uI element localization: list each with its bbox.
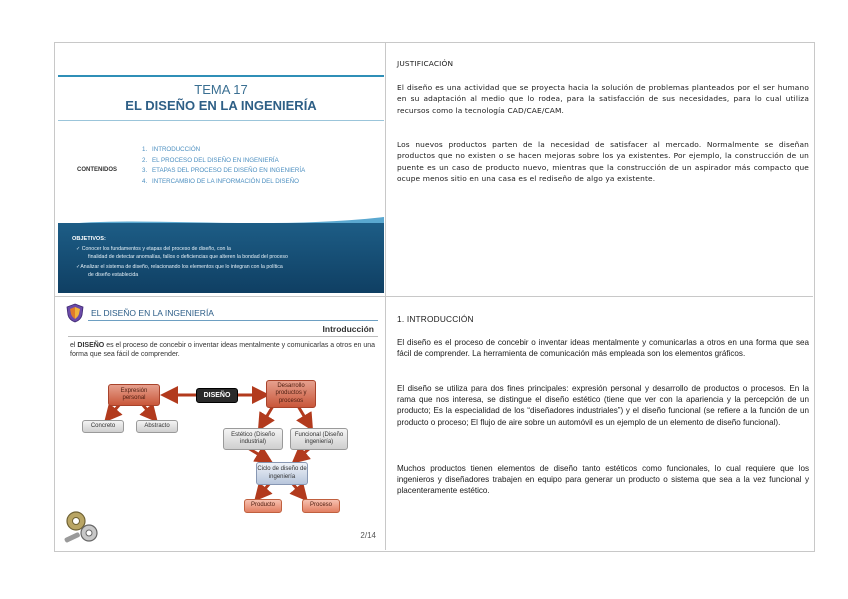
slide-tema: TEMA 17 — [194, 82, 248, 97]
slide-thumbnail-1 — [58, 48, 384, 293]
diagram-desarrollo: Desarrollo productos y procesos — [266, 380, 316, 408]
slide-page-number: 2/14 — [360, 531, 376, 540]
diagram-concreto: Concreto — [82, 420, 124, 433]
paragraph-introduccion-1: El diseño es el proceso de concebir o inventar ideas mentalmente y comunicarlas a otros en una forma que sea fácil de comprender. La herramienta de comunicación más empleada son los elementos gráficos. — [397, 338, 809, 359]
objectives-title: OBJETIVOS: — [72, 236, 106, 242]
contents-item: 2. EL PROCESO DEL DISEÑO EN INGENIERÍA — [142, 156, 279, 164]
contents-item: 4. INTERCAMBIO DE LA INFORMACIÓN DEL DISEÑO — [142, 177, 299, 185]
heading-introduccion: 1. INTRODUCCIÓN — [397, 314, 474, 324]
slide-title-rule — [58, 120, 384, 121]
slide-top-line — [58, 75, 384, 77]
objective-line: ✓ Conocer los fundamentos y etapas del proceso de diseño, con la — [76, 246, 231, 252]
diagram-funcional: Funcional (Diseño ingeniería) — [290, 428, 348, 450]
slide-subheader: Introducción — [322, 324, 374, 334]
diagram-abstracto: Abstracto — [136, 420, 178, 433]
slide-title: EL DISEÑO EN LA INGENIERÍA — [125, 98, 317, 113]
paragraph-justificacion-1: El diseño es una actividad que se proyecta hacia la solución de problemas planteados por el ser humano en su adaptación al medio que lo rodea, para la satisfacción de sus necesidades, para lo cual utiliza recursos como la tecnología CAD/CAE/CAM. — [397, 83, 809, 115]
contents-label: CONTENIDOS — [77, 167, 118, 173]
contents-item: 3. ETAPAS DEL PROCESO DE DISEÑO EN INGENIERÍA — [142, 167, 306, 174]
slide-definition: el DISEÑO es el proceso de concebir o inventar ideas mentalmente y comunicarlas a otros en una forma que sea fácil de comprender. — [70, 342, 376, 358]
slide-thumbnail-2 — [58, 300, 384, 548]
horizontal-divider — [54, 296, 813, 297]
diagram-producto: Producto — [244, 499, 282, 513]
paragraph-introduccion-3: Muchos productos tienen elementos de diseño tanto estéticos como funcionales, lo cual requiere que los ingenieros y diseñadores trabajen en equipo para generar un producto o sistema que sea a la vez funcional y placenteramente estético. — [397, 464, 809, 496]
slide-header: EL DISEÑO EN LA INGENIERÍA — [91, 308, 214, 318]
objective-line: finalidad de detectar anomalías, fallos o deficiencias que alteren la bondad del proceso — [88, 254, 288, 260]
diagram-expresion-personal: Expresión personal — [108, 384, 160, 406]
objective-line: de diseño establecida — [88, 272, 139, 278]
heading-justificacion: JUSTIFICACIÓN — [397, 59, 454, 68]
vertical-divider — [385, 42, 386, 550]
diagram-diseno: DISEÑO — [196, 388, 238, 403]
objective-line: ✓Analizar el sistema de diseño, relacionando los elementos que lo integran con la política — [76, 264, 283, 270]
contents-list — [142, 145, 305, 187]
contents-item: 1. INTRODUCCIÓN — [142, 146, 201, 153]
paragraph-justificacion-2: Los nuevos productos parten de la necesidad de satisfacer al mercado. Normalmente se diseñan productos que no existen o se hacen mejoras sobre los ya existentes. Por ejemplo, la construcción de un puente es un caso de producto nuevo, mientras que la construcción de un aspirador más compacto que ocupe menos sitio en una casa es el rediseño de algo ya existente. — [397, 140, 809, 184]
diagram-proceso: Proceso — [302, 499, 340, 513]
diagram-ciclo: Ciclo de diseño de ingeniería — [256, 462, 308, 485]
paragraph-introduccion-2: El diseño se utiliza para dos fines principales: expresión personal y desarrollo de productos o procesos. En la rama que nos interesa, se distingue el diseño estético (tiene que ver con la apariencia y la percepción de un producto; Es la especialidad de los “diseñadores industriales”) y el diseño funcional (se refiere a la función de un producto o proceso; El flujo de aire sobre un automóvil es un ejemplo de un elemento de diseño funcional). — [397, 384, 809, 427]
diagram-estetico: Estético (Diseño industrial) — [223, 428, 283, 450]
gears-icon — [62, 505, 102, 545]
